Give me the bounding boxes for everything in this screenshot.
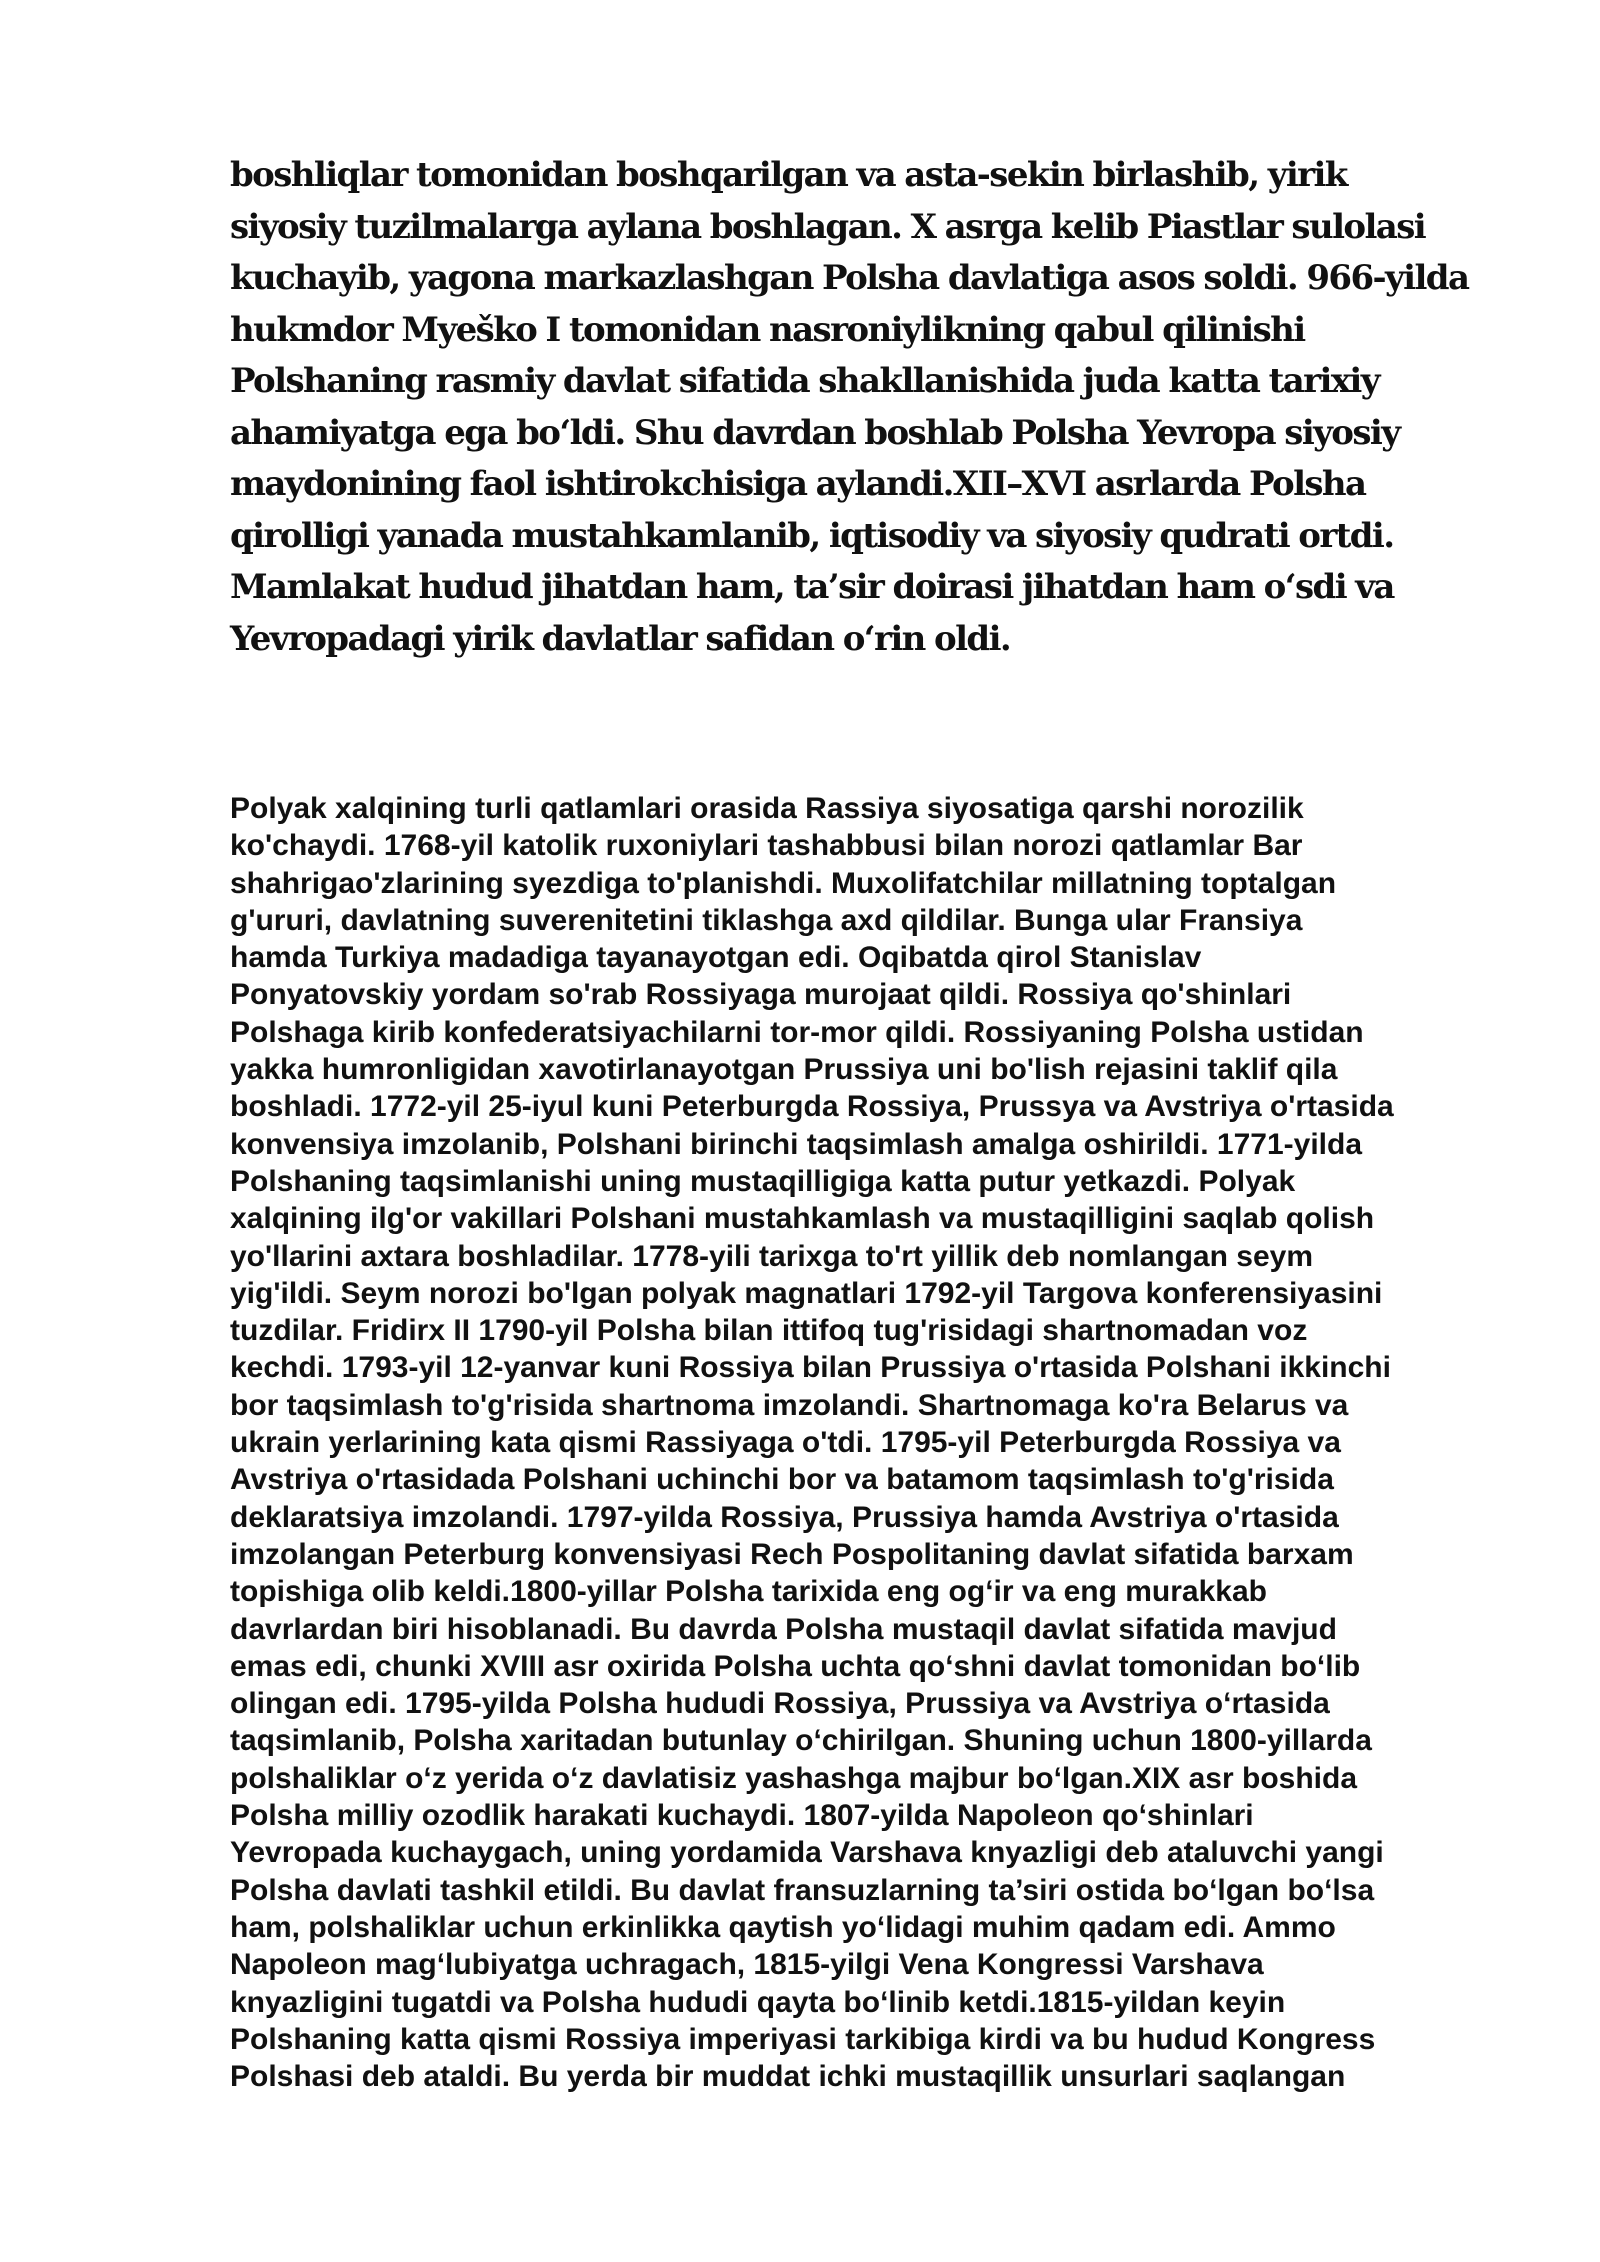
- text-line: yo'llarini axtara boshladilar. 1778-yili tarixga to'rt yillik deb nomlangan seym: [230, 1239, 1313, 1273]
- text-line: boshladi. 1772-yil 25-iyul kuni Peterburgda Rossiya, Prussya va Avstriya o'rtasida: [230, 1090, 1394, 1124]
- text-line: konvensiya imzolanib, Polshani birinchi taqsimlash amalga oshirildi. 1771-yilda: [230, 1127, 1363, 1161]
- text-line: Polsha davlati tashkil etildi. Bu davlat fransuzlarning ta’siri ostida bo‘lgan bo‘lsa: [230, 1873, 1375, 1907]
- text-line: ko'chaydi. 1768-yil katolik ruxoniylari tashabbusi bilan norozi qatlamlar Bar: [230, 829, 1303, 863]
- text-line: taqsimlanib, Polsha xaritadan butunlay o‘chirilgan. Shuning uchun 1800-yillarda: [230, 1724, 1372, 1758]
- text-line: olingan edi. 1795-yilda Polsha hududi Rossiya, Prussiya va Avstriya o‘rtasida: [230, 1687, 1330, 1721]
- text-line: imzolangan Peterburg konvensiyasi Rech Pospolitaning davlat sifatida barxam: [230, 1537, 1354, 1571]
- text-line: ukrain yerlarining kata qismi Rassiyaga o'tdi. 1795-yil Peterburgda Rossiya va: [230, 1426, 1341, 1460]
- text-line: Yevropada kuchaygach, uning yordamida Varshava knyazligi deb ataluvchi yangi: [230, 1836, 1384, 1870]
- text-line: Polsha milliy ozodlik harakati kuchaydi. 1807-yilda Napoleon qo‘shinlari: [230, 1799, 1254, 1833]
- text-line: Napoleon mag‘lubiyatga uchragach, 1815-yilgi Vena Kongressi Varshava: [230, 1948, 1264, 1982]
- text-line: Polshaning katta qismi Rossiya imperiyasi tarkibiga kirdi va bu hudud Kongress: [230, 2022, 1376, 2056]
- text-line: Polshaning taqsimlanishi uning mustaqilligiga katta putur yetkazdi. Polyak: [230, 1164, 1296, 1198]
- text-line: bor taqsimlash to'g'risida shartnoma imzolandi. Shartnomaga ko'ra Belarus va: [230, 1388, 1349, 1422]
- text-line: Polshaning rasmiy davlat sifatida shakllanishida juda katta tarixiy: [230, 361, 1379, 401]
- text-line: boshliqlar tomonidan boshqarilgan va asta-sekin birlashib, yirik: [230, 155, 1347, 195]
- text-line: Ponyatovskiy yordam so'rab Rossiyaga murojaat qildi. Rossiya qo'shinlari: [230, 978, 1292, 1012]
- text-line: tuzdilar. Fridirx II 1790-yil Polsha bilan ittifoq tug'risidagi shartnomadan voz: [230, 1314, 1308, 1348]
- text-line: topishiga olib keldi.1800-yillar Polsha tarixida eng og‘ir va eng murakkab: [230, 1575, 1267, 1609]
- text-line: maydonining faol ishtirokchisiga aylandi.XII–XVI asrlarda Polsha: [230, 464, 1366, 504]
- text-line: shahrigao'zlarining syezdiga to'planishdi. Muxolifatchilar millatning toptalgan: [230, 866, 1337, 900]
- paragraph-main-sans: [230, 790, 1500, 2095]
- text-line: emas edi, chunki XVIII asr oxirida Polsha uchta qo‘shni davlat tomonidan bo‘lib: [230, 1649, 1361, 1683]
- text-line: ahamiyatga ega bo‘ldi. Shu davrdan boshlab Polsha Yevropa siyosiy: [230, 412, 1400, 453]
- text-line: Polyak xalqining turli qatlamlari orasida Rassiya siyosatiga qarshi norozilik: [230, 792, 1304, 825]
- text-line: hukmdor Myeško I tomonidan nasroniylikning qabul qilinishi: [230, 309, 1305, 350]
- text-line: g'ururi, davlatning suverenitetini tiklashga axd qildilar. Bunga ular Fransiya: [230, 903, 1303, 937]
- paragraph-top-serif: [230, 150, 1490, 665]
- text-line: yakka humronligidan xavotirlanayotgan Prussiya uni bo'lish rejasini taklif qila: [230, 1053, 1338, 1087]
- text-line: Mamlakat hudud jihatdan ham, ta’sir doirasi jihatdan ham o‘sdi va: [230, 567, 1394, 607]
- text-line: xalqining ilg'or vakillari Polshani mustahkamlash va mustaqilligini saqlab qolish: [230, 1202, 1375, 1236]
- text-line: Yevropadagi yirik davlatlar safidan o‘rin oldi.: [230, 618, 1011, 659]
- text-line: deklaratsiya imzolandi. 1797-yilda Rossiya, Prussiya hamda Avstriya o'rtasida: [230, 1500, 1339, 1534]
- text-line: yig'ildi. Seym norozi bo'lgan polyak magnatlari 1792-yil Targova konferensiyasini: [230, 1276, 1383, 1310]
- text-line: kechdi. 1793-yil 12-yanvar kuni Rossiya bilan Prussiya o'rtasida Polshani ikkinchi: [230, 1351, 1391, 1385]
- text-line: hamda Turkiya madadiga tayanayotgan edi. Oqibatda qirol Stanislav: [230, 941, 1202, 975]
- text-line: Polshaga kirib konfederatsiyachilarni tor-mor qildi. Rossiyaning Polsha ustidan: [230, 1015, 1364, 1049]
- text-line: knyazligini tugatdi va Polsha hududi qayta bo‘linib ketdi.1815-yildan keyin: [230, 1985, 1286, 2019]
- text-line: Polshasi deb ataldi. Bu yerda bir muddat ichki mustaqillik unsurlari saqlangan: [230, 2060, 1346, 2094]
- text-line: ham, polshaliklar uchun erkinlikka qaytish yo‘lidagi muhim qadam edi. Ammo: [230, 1910, 1336, 1944]
- text-line: Avstriya o'rtasidada Polshani uchinchi bor va batamom taqsimlash to'g'risida: [230, 1463, 1334, 1497]
- text-line: davrlardan biri hisoblanadi. Bu davrda Polsha mustaqil davlat sifatida mavjud: [230, 1612, 1337, 1646]
- text-line: qirolligi yanada mustahkamlanib, iqtisodiy va siyosiy qudrati ortdi.: [230, 515, 1394, 556]
- text-line: siyosiy tuzilmalarga aylana boshlagan. X asrga kelib Piastlar sulolasi: [230, 206, 1426, 247]
- text-line: polshaliklar o‘z yerida o‘z davlatisiz yashashga majbur bo‘lgan.XIX asr boshida: [230, 1761, 1358, 1795]
- text-line: kuchayib, yagona markazlashgan Polsha davlatiga asos soldi. 966-yilda: [230, 258, 1469, 298]
